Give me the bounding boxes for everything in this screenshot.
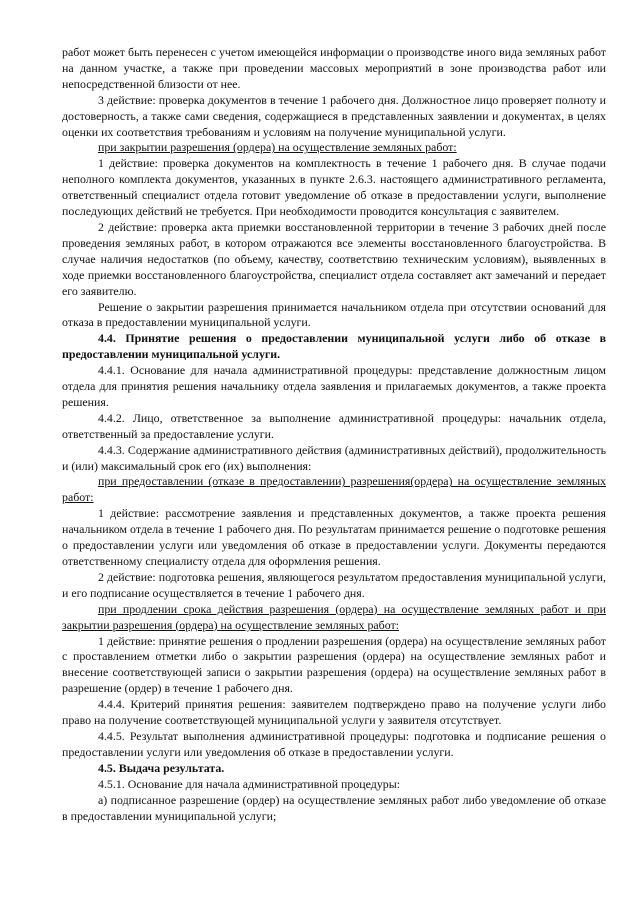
document-body xyxy=(62,45,606,824)
paragraph: 4.4.4. Критерий принятия решения: заявителем подтверждено право на получение услуги либо право на получение соответствующей муниципальной услуги у заявителя отсутствует. xyxy=(62,697,606,728)
paragraph: 4.4.1. Основание для начала административной процедуры: представление должностным лицом отдела для принятия решения начальнику отдела заявления и прилагаемых документов, а также проекта решения. xyxy=(62,363,606,409)
paragraph: 4.4.5. Результат выполнения административной процедуры: подготовка и подписание решения о предоставлении услуги или уведомления об отказе в предоставлении услуги. xyxy=(62,728,606,759)
paragraph: а) подписанное разрешение (ордер) на осуществление земляных работ либо уведомление об отказе в предоставлении муниципальной услуги; xyxy=(62,792,606,823)
paragraph: Решение о закрытии разрешения принимается начальником отдела при отсутствии оснований для отказа в предоставлении муниципальной услуги. xyxy=(62,299,606,330)
paragraph: 2 действие: проверка акта приемки восстановленной территории в течение 3 рабочих дней после проведения земляных работ, в котором отражаются все элементы восстановленного благоустройства. В случае наличия недостатков (по объему, качеству, соответствию техническим условиям), выявленных в ходе приемки восстановленного благоустройства, специалист отдела составляет акт замечаний и передает его заявителю. xyxy=(62,219,606,298)
paragraph: 3 действие: проверка документов в течение 1 рабочего дня. Должностное лицо проверяет полноту и достоверность, а также сами сведения, содержащиеся в представленных заявлении и документах, в целях оценки их соответствия требованиям и условиям на получение муниципальной услуги. xyxy=(62,92,606,139)
paragraph: 4.4.2. Лицо, ответственное за выполнение административной процедуры: начальник отдела, ответственный за предоставление услуги. xyxy=(62,410,606,441)
paragraph: 4.5.1. Основание для начала административной процедуры: xyxy=(98,776,401,791)
paragraph: работ может быть перенесен с учетом имеющейся информации о производстве иного вида земляных работ на данном участке, а также при проведении массовых мероприятий в зоне производства работ или непосредственной близости от нее. xyxy=(62,45,606,91)
paragraph: 4.4.3. Содержание административного действия (административных действий), продолжительность и (или) максимальный срок его (их) выполнения: xyxy=(62,442,606,473)
paragraph: 2 действие: подготовка решения, являющегося результатом предоставления муниципальной услуги, и его подписание осуществляется в течение 1 рабочего дня. xyxy=(62,569,606,600)
subsection-caption: при закрытии разрешения (ордера) на осуществление земляных работ: xyxy=(98,140,457,155)
section-heading: 4.5. Выдача результата. xyxy=(98,760,225,775)
section-heading: 4.4. Принятие решения о предоставлении муниципальной услуги либо об отказе в предоставлении муниципальной услуги. xyxy=(62,331,606,362)
paragraph: 1 действие: принятие решения о продлении разрешения (ордера) на осуществление земляных работ с проставлением отметки либо о закрытии разрешения (ордера) на осуществление земляных работ и внесение соответствующей записи о закрытии разрешения (ордера) на осуществление земляных работ в разрешение (ордер) в течение 1 рабочего дня. xyxy=(62,633,606,696)
paragraph: 1 действие: рассмотрение заявления и представленных документов, а также проекта решения начальником отдела в течение 1 рабочего дня. По результатам принимается решение о подготовке решения о предоставлении услуги или уведомления об отказе в предоставлении услуги. Документы передаются ответственному специалисту отдела для оформления решения. xyxy=(62,506,606,568)
paragraph: 1 действие: проверка документов на комплектность в течение 1 рабочего дня. В случае подачи неполного комплекта документов, указанных в пункте 2.6.3. настоящего административного регламента, ответственный специалист отдела готовит уведомление об отказе в предоставлении услуги, выполнение последующих действий не требуется. При необходимости проводится консультация с заявителем. xyxy=(62,156,606,219)
subsection-caption: при предоставлении (отказе в предоставлении) разрешения(ордера) на осуществление земляных работ: xyxy=(62,474,606,505)
subsection-caption: при продлении срока действия разрешения (ордера) на осуществление земляных работ и при закрытии разрешения (ордера) на осуществление земляных работ: xyxy=(62,601,606,632)
